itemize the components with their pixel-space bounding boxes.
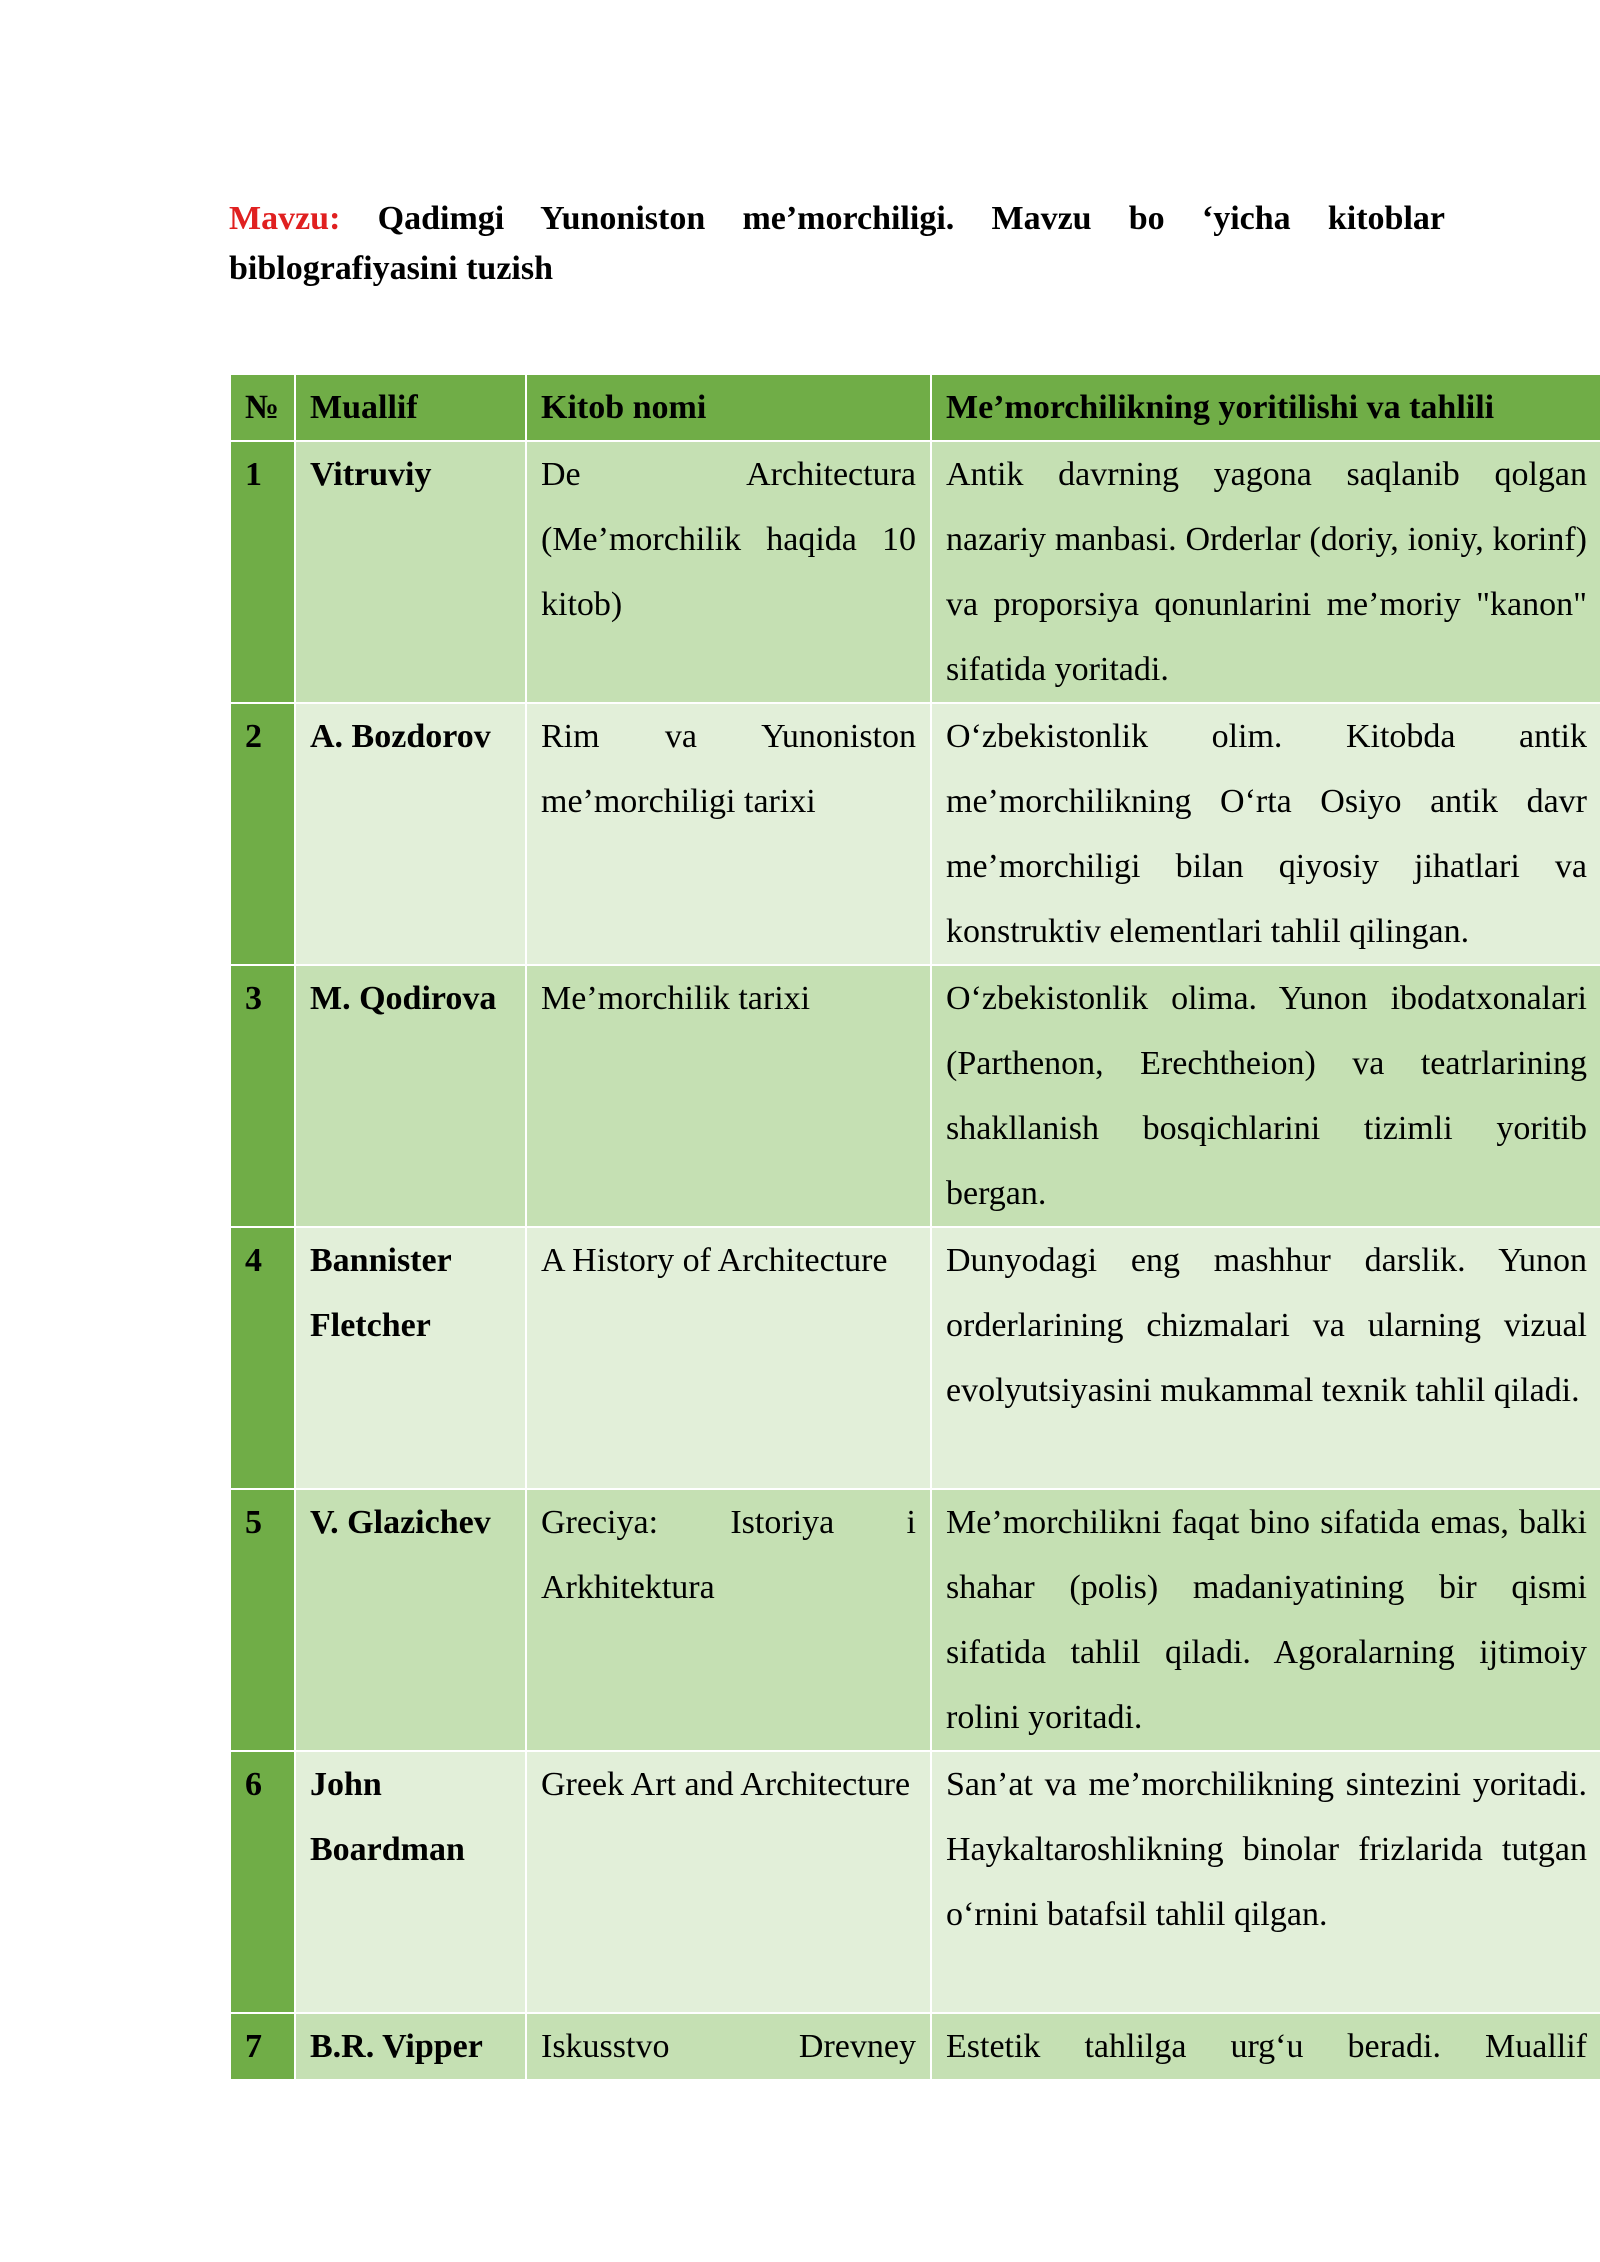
row-description: O‘zbekistonlik olima. Yunon ibodatxonalari (Parthenon, Erechtheion) va teatrlarining shakllanish bosqichlarini tizimli yoritib bergan. [931, 965, 1600, 1227]
row-number: 1 [230, 441, 295, 703]
row-description: San’at va me’morchilikning sintezini yoritadi. Haykaltaroshlikning binolar frizlarida tutgan o‘rnini batafsil tahlil qilgan. [931, 1751, 1600, 2013]
row-author: John Boardman [295, 1751, 526, 2013]
row-author: B.R. Vipper [295, 2013, 526, 2080]
page-heading [229, 194, 1445, 294]
row-author: Bannister Fletcher [295, 1227, 526, 1489]
table-row [230, 2013, 1600, 2080]
header-author: Muallif [295, 374, 526, 441]
row-number: 7 [230, 2013, 295, 2080]
header-description: Me’morchilikning yoritilishi va tahlili [931, 374, 1600, 441]
row-description: O‘zbekistonlik olim. Kitobda antik me’morchilikning O‘rta Osiyo antik davr me’morchiligi bilan qiyosiy jihatlari va konstruktiv elementlari tahlil qilingan. [931, 703, 1600, 965]
row-title: A History of Architecture [526, 1227, 931, 1489]
row-title: De Architectura (Me’morchilik haqida 10 kitob) [526, 441, 931, 703]
row-number: 6 [230, 1751, 295, 2013]
row-number: 4 [230, 1227, 295, 1489]
heading-text: Qadimgi Yunoniston me’morchiligi. Mavzu bo ‘yicha kitoblar biblografiyasini tuzish [229, 200, 1446, 287]
table-row [230, 1751, 1600, 2013]
row-title: Rim va Yunoniston me’morchiligi tarixi [526, 703, 931, 965]
row-description: Dunyodagi eng mashhur darslik. Yunon orderlarining chizmalari va ularning vizual evolyutsiyasini mukammal texnik tahlil qiladi. [931, 1227, 1600, 1489]
row-title: Me’morchilik tarixi [526, 965, 931, 1227]
table-row [230, 441, 1600, 703]
row-title: Greek Art and Architecture [526, 1751, 931, 2013]
table-row [230, 1227, 1600, 1489]
row-number: 3 [230, 965, 295, 1227]
row-author: V. Glazichev [295, 1489, 526, 1751]
row-title: Iskusstvo Drevney [526, 2013, 931, 2080]
table-row [230, 703, 1600, 965]
row-author: A. Bozdorov [295, 703, 526, 965]
header-title: Kitob nomi [526, 374, 931, 441]
bibliography-table [229, 373, 1600, 2081]
row-number: 5 [230, 1489, 295, 1751]
row-title: Greciya: Istoriya i Arkhitektura [526, 1489, 931, 1751]
heading-label: Mavzu: [229, 200, 341, 237]
row-description: Me’morchilikni faqat bino sifatida emas, balki shahar (polis) madaniyatining bir qismi sifatida tahlil qiladi. Agoralarning ijtimoiy rolini yoritadi. [931, 1489, 1600, 1751]
row-author: M. Qodirova [295, 965, 526, 1227]
header-number: № [230, 374, 295, 441]
row-author: Vitruviy [295, 441, 526, 703]
row-number: 2 [230, 703, 295, 965]
row-description: Antik davrning yagona saqlanib qolgan nazariy manbasi. Orderlar (doriy, ioniy, korinf) va proporsiya qonunlarini me’moriy "kanon" sifatida yoritadi. [931, 441, 1600, 703]
table-row [230, 1489, 1600, 1751]
table-row [230, 965, 1600, 1227]
row-description: Estetik tahlilga urg‘u beradi. Muallif [931, 2013, 1600, 2080]
table-header-row [230, 374, 1600, 441]
